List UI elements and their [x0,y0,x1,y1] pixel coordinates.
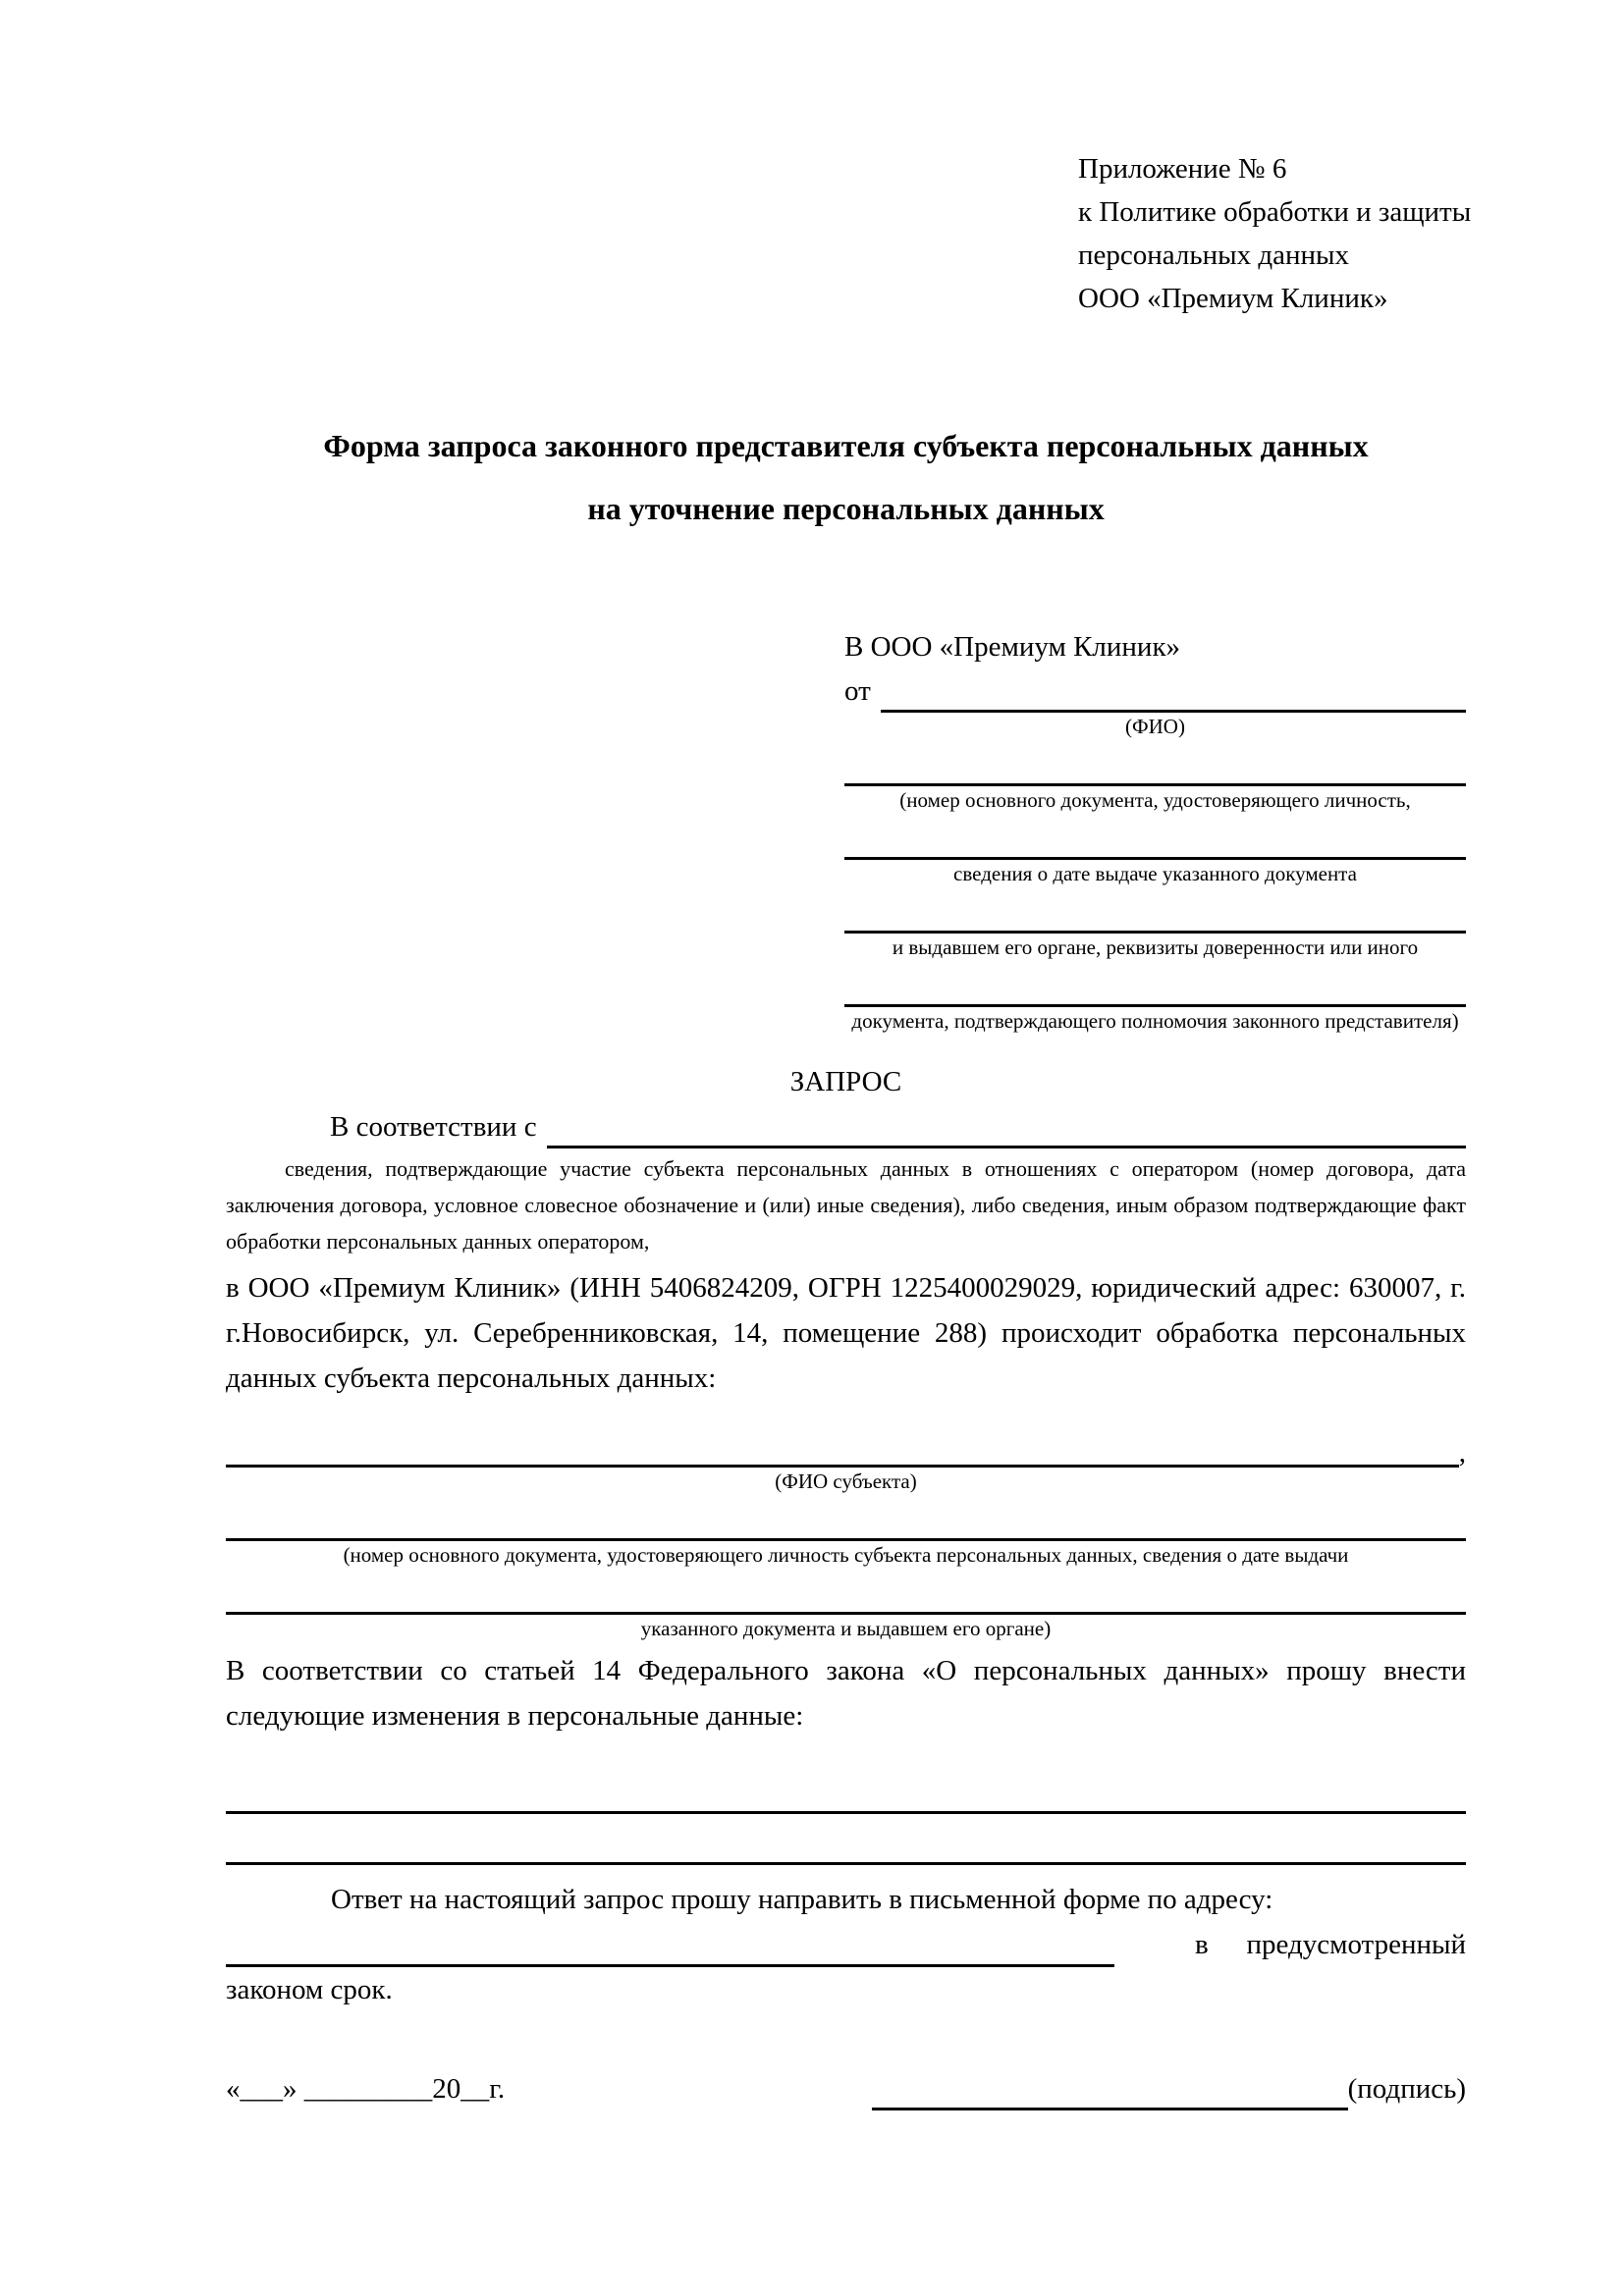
subject-doc-authority-blank-line [226,1569,1466,1615]
answer-paragraph: Ответ на настоящий запрос прошу направить в письменной форме по адресу: [331,1884,1273,1915]
doc-date-caption: сведения о дате выдаче указанного документа [953,862,1357,885]
appendix-note-line-2: к Политике обработки и защиты [1078,196,1472,228]
subject-doc-authority-caption: указанного документа и выдавшем его органе) [640,1617,1052,1640]
address-blank-line [226,1928,1114,1967]
page-title-line-2: на уточнение персональных данных [587,491,1105,526]
intro-caption: сведения, подтверждающие участие субъекта персональных данных в отношениях с оператором (номер договора, дата заключения договора, условное словесное обозначение и (или) иные сведения), либо сведения, иным образом подтверждающие факт обработки персональных данных оператором, [226,1156,1466,1254]
answer-word-1: в [1195,1929,1209,1960]
intro-blank-line [547,1109,1466,1148]
doc-authority-blank-line [844,887,1466,934]
appendix-note [1078,147,1472,320]
doc-number-caption: (номер основного документа, удостоверяющего личность, [899,788,1411,812]
subject-fio-caption: (ФИО субъекта) [775,1469,917,1493]
addressee-from-row [844,669,1466,713]
doc-date-blank-line [844,814,1466,860]
appendix-note-line-4: ООО «Премиум Клиник» [1078,283,1388,314]
page-title [226,414,1466,540]
appendix-note-line-3: персональных данных [1078,240,1350,271]
subject-fio-blank-line [226,1428,1459,1468]
subject-doc-caption: (номер основного документа, удостоверяющего личность субъекта персональных данных, сведения о дате выдачи [343,1543,1349,1567]
fio-caption: (ФИО) [1125,715,1185,738]
subject-fio-comma: , [1458,1437,1466,1468]
request-heading: ЗАПРОС [789,1066,902,1097]
doc-number-blank-line [844,740,1466,786]
changes-blank-line-1 [226,1768,1466,1814]
changes-blank-line-2 [226,1814,1466,1865]
doc-power-caption: документа, подтверждающего полномочия законного представителя) [851,1009,1459,1033]
from-label: от [844,675,871,707]
answer-end-line: законом срок. [226,1974,393,2005]
signature-block [872,2067,1466,2110]
addressee-block [844,624,1466,1035]
doc-power-blank-line [844,961,1466,1007]
operator-paragraph: в ООО «Премиум Клиник» (ИНН 5406824209, ОГРН 1225400029029, юридический адрес: 630007, г. г.Новосибирск, ул. Серебренниковская, 14, помещение 288) происходит обработка персональных данных субъекта персональных данных: [226,1272,1466,1394]
doc-authority-caption: и выдавшем его органе, реквизиты доверенности или иного [892,935,1419,959]
fio-blank-line [881,673,1466,713]
answer-word-2: предусмотренный [1246,1929,1466,1960]
date-line: «___» _________20__г. [226,2073,506,2105]
appendix-note-line-1: Приложение № 6 [1078,153,1287,185]
article-paragraph: В соответствии со статьей 14 Федерального закона «О персональных данных» прошу внести следующие изменения в персональные данные: [226,1655,1466,1732]
addressee-to: В ООО «Премиум Клиник» [844,631,1181,663]
signature-blank-line [872,2071,1348,2110]
intro-label: В соответствии с [330,1111,537,1143]
subject-doc-blank-line [226,1495,1466,1541]
answer-address-row [226,1922,1466,1967]
intro-row [226,1105,1466,1148]
page-title-line-1: Форма запроса законного представителя субъекта персональных данных [323,428,1369,463]
footer-row [226,2067,1466,2110]
signature-caption: (подпись) [1347,2073,1466,2105]
subject-fio-row [226,1428,1466,1468]
